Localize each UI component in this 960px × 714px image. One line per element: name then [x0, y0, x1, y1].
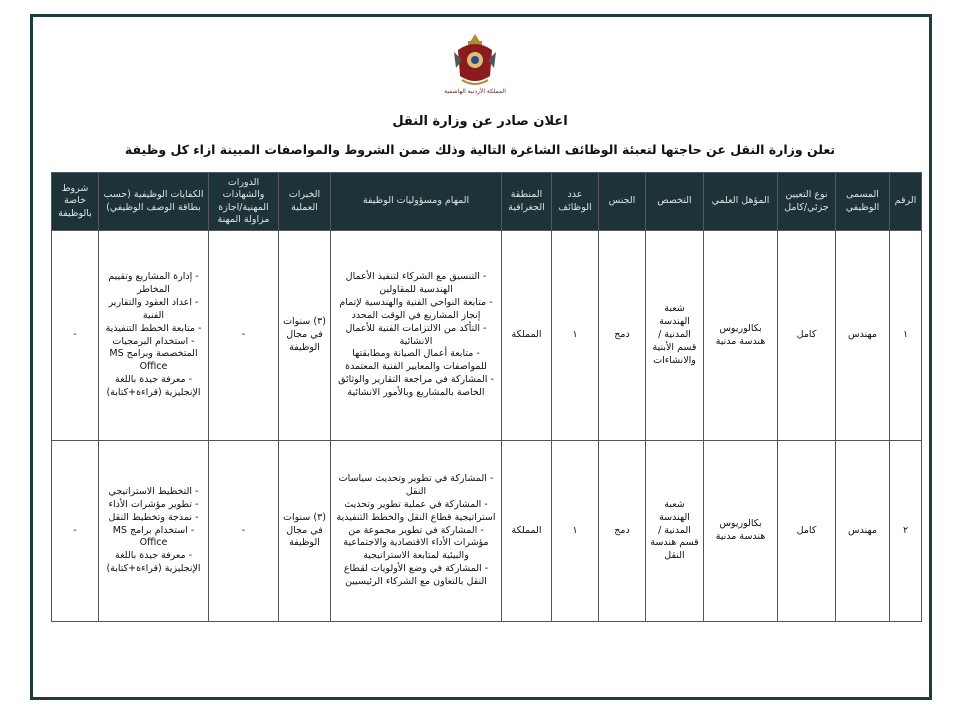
header-cell: الخبرات العملية: [279, 173, 331, 231]
job-title: مهندس: [836, 231, 890, 441]
skill-item: - إدارة المشاريع وتقييم المخاطر: [108, 271, 199, 296]
page-title: اعلان صادر عن وزارة النقل: [392, 114, 568, 129]
header-cell: التخصص: [646, 173, 704, 231]
skill-item: - استخدام برامج MS Office: [112, 524, 195, 549]
header-cell: المسمى الوظيفي: [836, 173, 890, 231]
table-header-row: [52, 173, 922, 231]
skills-cell: [99, 231, 209, 441]
skills-cell: [99, 441, 209, 622]
skill-item: - استخدام البرمجيات المتخصصة وبرامج MS Office: [109, 335, 198, 373]
header-cell: شروط خاصة بالوظيفة: [52, 173, 99, 231]
duty-item: - متابعة أعمال الصيانة ومطابقتها للمواصفات والمعايير الفنية المعتمدة: [345, 348, 487, 373]
header-cell: الكفايات الوظيفية (حسب بطاقة الوصف الوظيفي): [99, 173, 209, 231]
duty-item: - المشاركة في تطوير مجموعة من مؤشرات الأداء الاقتصادية والاجتماعية والبيئية لمتابعة الاستراتيجية: [343, 524, 489, 562]
skill-item: - التخطيط الاستراتيجي: [108, 486, 199, 498]
skill-item: - متابعة الخطط التنفيذية: [105, 322, 202, 334]
header-cell: نوع التعيين جزئي/كامل: [778, 173, 836, 231]
gender: دمج: [599, 441, 646, 622]
duty-item: - متابعة النواحي الفنية والهندسية لإتمام إنجاز المشاريع في الوقت المحدد: [339, 297, 493, 321]
duty-item: - المشاركة في عملية تطوير وتحديث استراتيجية قطاع النقل والخطط التنفيذية: [336, 498, 496, 523]
certificates: -: [209, 231, 279, 441]
skill-item: - تطوير مؤشرات الأداء: [108, 498, 199, 510]
specialization: شعبة الهندسة المدنية / قسم هندسة النقل: [646, 441, 704, 622]
special-conditions: -: [52, 441, 99, 622]
header-cell: الدورات والشهادات المهنية/اجازة مزاولة المهنة: [209, 173, 279, 231]
row-number: ١: [890, 231, 922, 441]
duty-item: - المشاركة في مراجعة التقارير والوثائق الخاصة بالمشاريع وبالأمور الانشائية: [338, 373, 494, 398]
appointment-type: كامل: [778, 231, 836, 441]
duty-item: - التأكد من الالتزامات الفنية للأعمال الانشائية: [345, 322, 487, 347]
region: المملكة: [502, 441, 552, 622]
experience: (٣) سنوات في مجال الوظيفة: [279, 231, 331, 441]
certificates: -: [209, 441, 279, 622]
coat-of-arms-icon: [450, 30, 500, 90]
job-title: مهندس: [836, 441, 890, 622]
qualification: بكالوريوس هندسة مدنية: [704, 231, 778, 441]
header-cell: الجنس: [599, 173, 646, 231]
duties-cell: [331, 231, 502, 441]
header-cell: المهام ومسؤوليات الوظيفة: [331, 173, 502, 231]
gender: دمج: [599, 231, 646, 441]
specialization: شعبة الهندسة المدنية / قسم الأبنية والانشاءات: [646, 231, 704, 441]
jobs-table: [51, 172, 922, 622]
skill-item: - معرفة جيدة باللغة الإنجليزية (قراءة+كتابة): [106, 550, 201, 575]
job-count: ١: [552, 441, 599, 622]
job-count: ١: [552, 231, 599, 441]
header-cell: عدد الوظائف: [552, 173, 599, 231]
table-row: [52, 441, 922, 622]
table-row: [52, 231, 922, 441]
duty-item: - التنسيق مع الشركاء لتنفيذ الأعمال الهندسية للمقاولين: [345, 271, 487, 296]
emblem-caption: المملكة الأردنية الهاشمية: [444, 88, 506, 95]
duties-cell: [331, 441, 502, 622]
page-subtitle: تعلن وزارة النقل عن حاجتها لتعبئة الوظائف الشاغرة التالية وذلك ضمن الشروط والمواصفات المبينة ازاء كل وظيفة: [124, 142, 836, 157]
header-cell: المنطقة الجغرافية: [502, 173, 552, 231]
skill-item: - اعداد العقود والتقارير الفنية: [108, 297, 199, 321]
duty-item: - المشاركة في وضع الأولويات لقطاع النقل بالتعاون مع الشركاء الرئيسيين: [343, 563, 489, 587]
experience: (٣) سنوات في مجال الوظيفة: [279, 441, 331, 622]
qualification: بكالوريوس هندسة مدنية: [704, 441, 778, 622]
appointment-type: كامل: [778, 441, 836, 622]
skill-item: - نمذجة وتخطيط النقل: [108, 511, 199, 523]
duty-item: - المشاركة في تطوير وتحديث سياسات النقل: [338, 473, 494, 498]
header-cell: الرقم: [890, 173, 922, 231]
special-conditions: -: [52, 231, 99, 441]
region: المملكة: [502, 231, 552, 441]
skill-item: - معرفة جيدة باللغة الإنجليزية (قراءة+كتابة): [106, 373, 201, 398]
header-cell: المؤهل العلمي: [704, 173, 778, 231]
row-number: ٢: [890, 441, 922, 622]
